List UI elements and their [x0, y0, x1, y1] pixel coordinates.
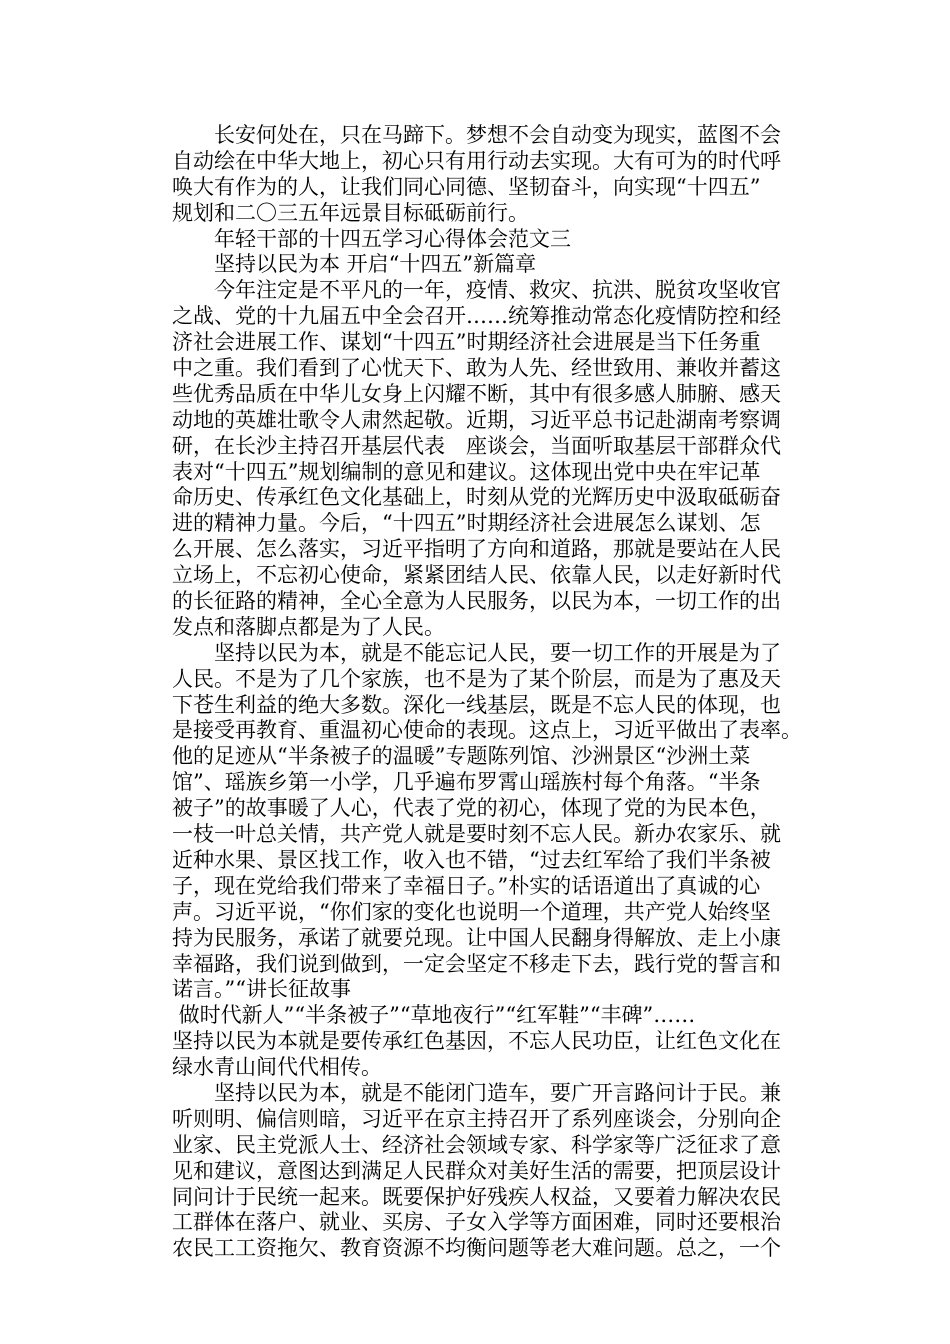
text-line: 发点和落脚点都是为了人民。 [172, 614, 445, 639]
text-line: 动地的英雄壮歌令人肃然起敬。近期，习近平总书记赴湖南考察调 [172, 407, 781, 432]
text-line: 的长征路的精神，全心全意为人民服务，以民为本，一切工作的出 [172, 589, 781, 614]
text-line: 馆”、瑶族乡第一小学，几乎遍布罗霄山瑶族村每个角落。“半条 [172, 770, 761, 795]
text-line: 坚持以民为本 开启“十四五”新篇章 [172, 252, 537, 277]
text-line: 业家、民主党派人士、经济社会领域专家、科学家等广泛征求了意 [172, 1132, 781, 1157]
text-line: 命历史、传承红色文化基础上，时刻从党的光辉历史中汲取砥砺奋 [172, 485, 781, 510]
text-line: 唤大有作为的人，让我们同心同德、坚韧奋斗，向实现“十四五” [172, 174, 761, 199]
text-line: 子，现在党给我们带来了幸福日子。”朴实的话语道出了真诚的心 [172, 873, 761, 898]
text-line: 规划和二〇三五年远景目标砥砺前行。 [172, 200, 529, 225]
text-line: 被子”的故事暖了人心，代表了党的初心，体现了党的为民本色， [172, 796, 771, 821]
text-line: 人民。不是为了几个家族，也不是为了某个阶层，而是为了惠及天 [172, 666, 781, 691]
text-line: 工群体在落户、就业、买房、子女入学等方面困难，同时还要根治 [172, 1210, 781, 1235]
text-line: 持为民服务，承诺了就要兑现。让中国人民翻身得解放、走上小康 [172, 925, 781, 950]
text-line: 坚持以民为本就是要传承红色基因，不忘人民功臣，让红色文化在 [172, 1029, 781, 1054]
text-line: 坚持以民为本，就是不能忘记人民，要一切工作的开展是为了 [172, 640, 781, 665]
text-line: 长安何处在，只在马蹄下。梦想不会自动变为现实，蓝图不会 [172, 123, 781, 147]
text-line: 同问计于民统一起来。既要保护好残疾人权益，又要着力解决农民 [172, 1184, 781, 1209]
text-line: 么开展、怎么落实，习近平指明了方向和道路，那就是要站在人民 [172, 537, 781, 562]
text-line: 他的足迹从“半条被子的温暖”专题陈列馆、沙洲景区“沙洲土菜 [172, 744, 751, 769]
text-line: 诺言。”“讲长征故事 [172, 977, 351, 1002]
text-line: 年轻干部的十四五学习心得体会范文三 [172, 226, 571, 251]
text-line: 近种水果、景区找工作，收入也不错，“过去红军给了我们半条被 [172, 847, 771, 872]
text-line: 坚持以民为本，就是不能闭门造车，要广开言路问计于民。兼 [172, 1080, 781, 1105]
text-line: 表对“十四五”规划编制的意见和建议。这体现出党中央在牢记革 [172, 459, 761, 484]
text-line: 做时代新人”“半条被子”“草地夜行”“红军鞋”“丰碑”…… [172, 1003, 696, 1028]
text-line: 幸福路，我们说到做到，一定会坚定不移走下去，践行党的誓言和 [172, 951, 781, 976]
text-line: 些优秀品质在中华儿女身上闪耀不断，其中有很多感人肺腑、感天 [172, 381, 781, 406]
text-line: 见和建议，意图达到满足人民群众对美好生活的需要，把顶层设计 [172, 1158, 781, 1183]
text-line: 声。习近平说，“你们家的变化也说明一个道理，共产党人始终坚 [172, 899, 771, 924]
text-line: 之战、党的十九届五中全会召开……统筹推动常态化疫情防控和经 [172, 304, 781, 329]
text-line: 下苍生利益的绝大多数。深化一线基层，既是不忘人民的体现，也 [172, 692, 781, 717]
text-line: 听则明、偏信则暗，习近平在京主持召开了系列座谈会，分别向企 [172, 1106, 781, 1131]
text-line: 研，在长沙主持召开基层代表 座谈会，当面听取基层干部群众代 [172, 433, 781, 458]
text-line: 绿水青山间代代相传。 [172, 1055, 382, 1080]
text-line: 是接受再教育、重温初心使命的表现。这点上，习近平做出了表率。 [172, 718, 802, 743]
text-line: 农民工工资拖欠、教育资源不均衡问题等老大难问题。总之，一个 [172, 1236, 781, 1261]
text-line: 中之重。我们看到了心忧天下、敢为人先、经世致用、兼收并蓄这 [172, 356, 781, 381]
text-line: 进的精神力量。今后，“十四五”时期经济社会进展怎么谋划、怎 [172, 511, 761, 536]
text-line: 立场上，不忘初心使命，紧紧团结人民、依靠人民，以走好新时代 [172, 563, 781, 588]
text-line: 今年注定是不平凡的一年，疫情、救灾、抗洪、脱贫攻坚收官 [172, 278, 781, 303]
text-line: 一枝一叶总关情，共产党人就是要时刻不忘人民。新办农家乐、就 [172, 822, 781, 847]
text-line: 自动绘在中华大地上，初心只有用行动去实现。大有可为的时代呼 [172, 148, 781, 173]
document-body [172, 123, 812, 1262]
text-line: 济社会进展工作、谋划“十四五”时期经济社会进展是当下任务重 [172, 330, 761, 355]
